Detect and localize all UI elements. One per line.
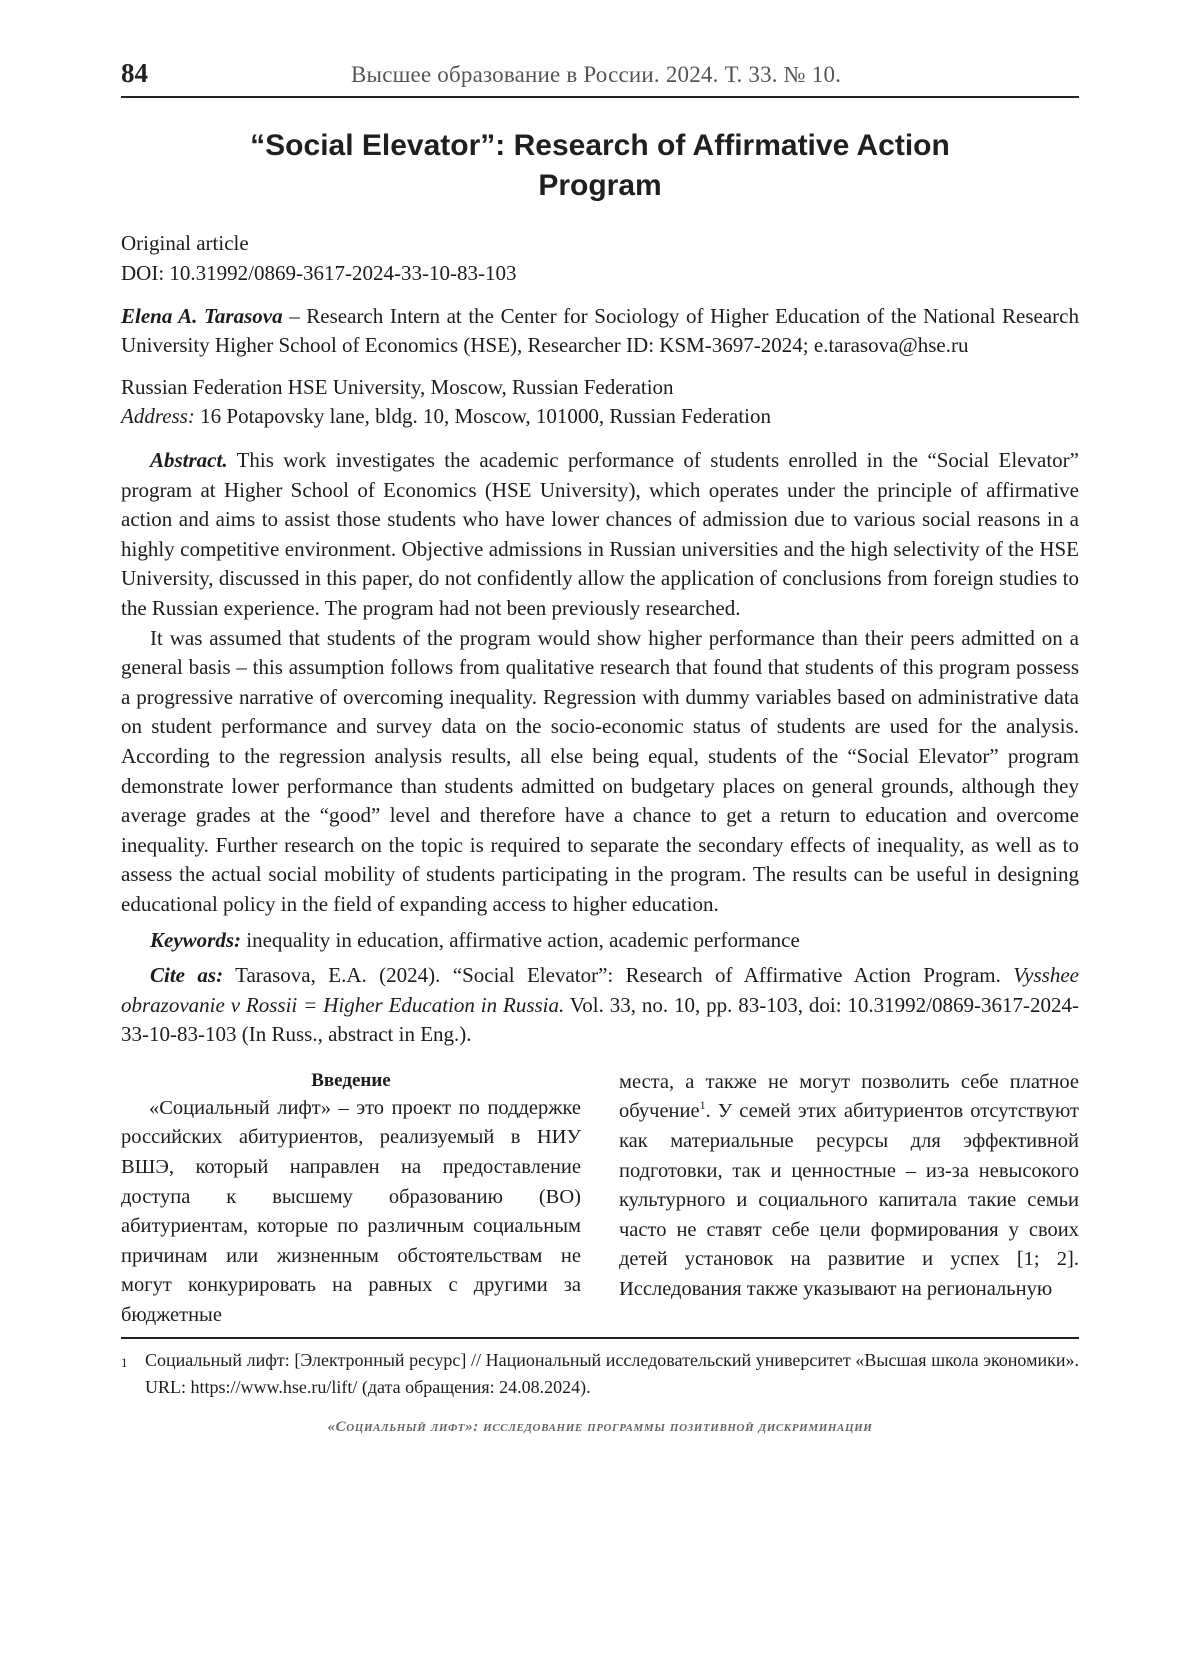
author-description: – Research Intern at the Center for Sociology of Higher Education of the National Research University Higher School of Economics (HSE), Researcher ID: KSM-3697-2024; e.tarasova@hse.ru: [121, 304, 1079, 357]
abstract-text-1: This work investigates the academic performance of students enrolled in the “Social Elevator” program at Higher School of Economics (HSE University), which operates under the principle of affirmative action and aims to assist those students who have lower chances of admission due to various social reasons in a highly competitive environment. Objective admissions in Russian universities and the high selectivity of the HSE University, discussed in this paper, do not confidently allow the application of conclusions from foreign studies to the Russian experience. The program had not been previously researched.: [121, 448, 1079, 620]
author-block: [121, 302, 1079, 360]
body-text-right-1: места, а также не могут позволить себе платное обучение: [619, 1070, 1079, 1123]
footnote: [121, 1337, 1079, 1401]
keywords-text: inequality in education, affirmative action, academic performance: [241, 927, 800, 952]
address-label: Address:: [121, 404, 195, 428]
abstract: [121, 446, 1079, 920]
journal-reference: Высшее образование в России. 2024. Т. 33. № 10.: [351, 62, 842, 87]
affiliation-organization: Russian Federation HSE University, Moscow, Russian Federation: [121, 375, 674, 399]
author-name: Elena A. Tarasova: [121, 304, 283, 328]
keywords-label: Keywords:: [150, 927, 241, 952]
page-number: 84: [121, 58, 148, 88]
address-text: 16 Potapovsky lane, bldg. 10, Moscow, 101000, Russian Federation: [194, 404, 771, 428]
affiliation-address: [121, 402, 1079, 431]
running-footer: «Социальный лифт»: исследование программы позитивной дискриминации: [327, 1418, 873, 1435]
cite-text-1: Tarasova, E.A. (2024). “Social Elevator”: Research of Affirmative Action Program.: [223, 963, 1014, 988]
article-meta: [121, 228, 1079, 288]
cite-label: Cite as:: [150, 963, 224, 988]
cite-text-2: Vol. 33, no. 10, pp. 83-103, doi: 10.31992/0869-3617-2024-33-10-83-103 (In Russ., abstract in Eng.).: [121, 992, 1079, 1047]
abstract-label: Abstract.: [150, 448, 228, 472]
page: [121, 58, 1079, 1436]
footnote-reference[interactable]: 1: [699, 1098, 706, 1113]
body-paragraph-right: [619, 1068, 1079, 1305]
citation: [121, 961, 1079, 1050]
abstract-paragraph-1: [121, 446, 1079, 624]
body-column-right: [619, 1068, 1079, 1331]
article-type: Original article: [121, 231, 249, 255]
article-title: [121, 126, 1079, 206]
body-columns: [121, 1068, 1079, 1331]
cite-journal: Vysshee obrazovanie v Rossii = Higher Education in Russia.: [121, 963, 1079, 1017]
article-doi: DOI: 10.31992/0869-3617-2024-33-10-83-103: [121, 261, 517, 285]
article-title-line-1: “Social Elevator”: Research of Affirmative Action: [250, 129, 950, 162]
footnote-text: Социальный лифт: [Электронный ресурс] // Национальный исследовательский университет «Высшая школа экономики». URL: https://www.hse.ru/lift/ (дата обращения: 24.08.2024).: [145, 1349, 1079, 1397]
body-paragraph-left: «Социальный лифт» – это проект по поддержке российских абитуриентов, реализуемый в НИУ ВШЭ, который направлен на предоставление доступа к высшему образованию (ВО) абитуриентам, которые по различным социальным причинам или жизненным обстоятельствам не могут конкурировать на равных с другими за бюджетные: [121, 1096, 581, 1327]
section-heading: Введение: [311, 1069, 391, 1091]
body-text-right-2: . У семей этих абитуриентов отсутствуют как материальные ресурсы для эффективной подготовки, так и ценностные – из-за невысокого культурного и социального капитала такие семьи часто не ставят себе цели формирования у своих детей установок на развитие и успех [1; 2]. Исследования также указывают на региональную: [619, 1100, 1079, 1301]
keywords: [121, 926, 1079, 956]
affiliation: [121, 373, 1079, 431]
running-header: [121, 58, 1079, 98]
body-column-left: [121, 1068, 581, 1331]
article-title-line-2: Program: [538, 169, 662, 202]
footnote-number: 1: [121, 1354, 128, 1370]
abstract-paragraph-2: It was assumed that students of the program would show higher performance than their peers admitted on a general basis – this assumption follows from qualitative research that found that students of this program possess a progressive narrative of overcoming inequality. Regression with dummy variables based on administrative data on student performance and survey data on the socio-economic status of students are used for the analysis. According to the regression analysis results, all else being equal, students of the “Social Elevator” program demonstrate lower performance than students admitted on budgetary places on general grounds, although they average grades at the “good” level and therefore have a chance to get a return to education and overcome inequality. Further research on the topic is required to separate the secondary effects of inequality, as well as to assess the actual social mobility of students participating in the program. The results can be useful in designing educational policy in the field of expanding access to higher education.: [121, 625, 1079, 916]
